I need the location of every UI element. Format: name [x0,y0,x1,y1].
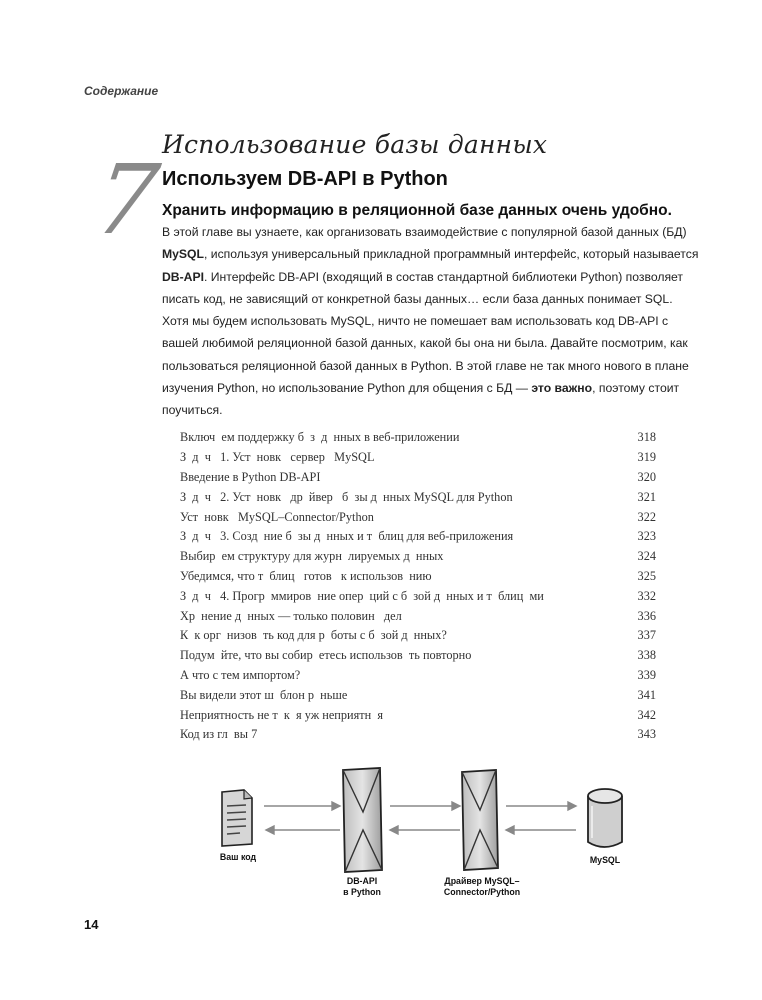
toc-entry [180,705,656,725]
intro-text: . Интерфейс DB-API (входящий в состав стандартной библиотеки Python) позволяет писать код, не зависящий от конкретной базы данных… если база данных понимает SQL. Хотя мы будем использовать MySQL, ничто не помешает вам использовать код DB-API с вашей любимой реляционной базой данных, какой бы она ни была. Давайте посмотрим, как пользоваться реляционной базой данных в Python. В этой главе не так много нового в плане изучения Python, но использование Python для общения с БД — [162,269,689,396]
toc-entry [180,448,656,468]
intro-text: В этой главе вы узнаете, как организовать взаимодействие с популярной базой данных (БД) [162,225,687,239]
toc-entry-title: Код из гл вы 7 [180,727,258,742]
chapter-number: 7 [88,144,165,256]
intro-bold-dbapi: DB-API [162,269,204,284]
toc-entry [180,487,656,507]
toc-entry-page: 332 [637,588,656,603]
toc-entry [180,527,656,547]
dbapi-label-line1: DB-API [346,876,378,886]
toc-entry-title: Неприятность не т к я уж неприятн я [180,707,384,722]
architecture-diagram [200,760,640,910]
running-head: Содержание [84,84,159,98]
toc-entry [180,606,656,626]
dbapi-label-line2: в Python [343,887,381,897]
toc-entry-page: 337 [637,628,656,643]
toc-entry-page: 318 [637,430,656,445]
page-number: 14 [84,917,99,932]
driver-label-line1: Драйвер MySQL– [444,876,520,886]
toc-entry-page: 323 [637,529,656,544]
toc-entry-page: 342 [637,707,656,722]
toc-entry-title: Уст новк MySQL–Connector/Python [180,509,374,524]
toc-entry-title: З д ч 2. Уст новк др йвер б зы д нных MySQL для Python [180,489,513,504]
toc-entry-page: 322 [637,509,656,524]
intro-text: , поэтому стоит поучиться. [162,381,680,418]
chapter-intro [162,221,702,422]
toc-entry [180,547,656,567]
intro-bold-important: это важно [531,381,593,396]
arrow-pair-2 [390,802,460,834]
arrow-pair-3 [506,802,576,834]
database-icon [588,789,622,847]
toc-entry-title: А что с тем импортом? [180,667,301,682]
toc-entry-title: К к орг низов ть код для р боты с б зой д нных? [180,628,447,643]
toc-entry [180,626,656,646]
toc-entry-page: 324 [637,549,656,564]
mysql-label: MySQL [589,855,621,865]
toc-entry-title: З д ч 1. Уст новк сервер MySQL [180,450,375,465]
toc-entry [180,646,656,666]
toc-entry-title: Выбир ем структуру для журн лируемых д нных [180,549,444,564]
toc-entry-page: 341 [637,687,656,702]
diagram-graphic [200,760,640,910]
toc-entry-page: 319 [637,450,656,465]
toc-entry-title: З д ч 4. Прогр ммиров ние опер ций с б зой д нных и т блиц ми [180,588,544,603]
toc-entry-title: Вы видели этот ш блон р ньше [180,687,348,702]
toc-entry-page: 320 [637,469,656,484]
toc-entry [180,428,656,448]
toc-entry-page: 325 [637,568,656,583]
chapter-title: Используем DB-API в Python [162,168,448,190]
dbapi-label [326,876,398,898]
toc-entry-page: 338 [637,648,656,663]
driver-box [462,770,498,870]
driver-label-line2: Connector/Python [443,887,521,897]
toc-entry-title: Включ ем поддержку б з д нных в веб-приложении [180,430,460,445]
toc-entry-page: 339 [637,667,656,682]
toc-entry [180,725,656,745]
toc-entry [180,685,656,705]
arrow-pair-1 [264,802,340,834]
toc-entry [180,666,656,686]
toc-entry-page: 336 [637,608,656,623]
toc-entry-title: Введение в Python DB-API [180,469,321,484]
toc-entry-title: Подум йте, что вы собир етесь использов ть повторно [180,648,472,663]
toc-entry-title: Убедимся, что т блиц готов к использов нию [180,568,432,583]
toc-entry [180,586,656,606]
toc-entry-page: 321 [637,489,656,504]
toc-entry [180,567,656,587]
document-icon [222,790,252,846]
driver-label [430,876,534,898]
dbapi-box [343,768,382,872]
table-of-contents [180,428,656,745]
toc-entry [180,468,656,488]
intro-bold-mysql: MySQL [162,247,204,262]
chapter-lead: Хранить информацию в реляционной базе данных очень удобно. [162,202,672,219]
toc-entry-title: З д ч 3. Созд ние б зы д нных и т блиц для веб-приложения [180,529,514,544]
toc-entry-title: Хр нение д нных — только половин дел [180,608,402,623]
intro-text: , используя универсальный прикладной программный интерфейс, который называется [203,247,699,262]
toc-entry [180,507,656,527]
toc-entry-page: 343 [637,727,656,742]
your-code-label: Ваш код [219,852,257,862]
chapter-title-handwritten: Использование базы данных [162,130,548,159]
